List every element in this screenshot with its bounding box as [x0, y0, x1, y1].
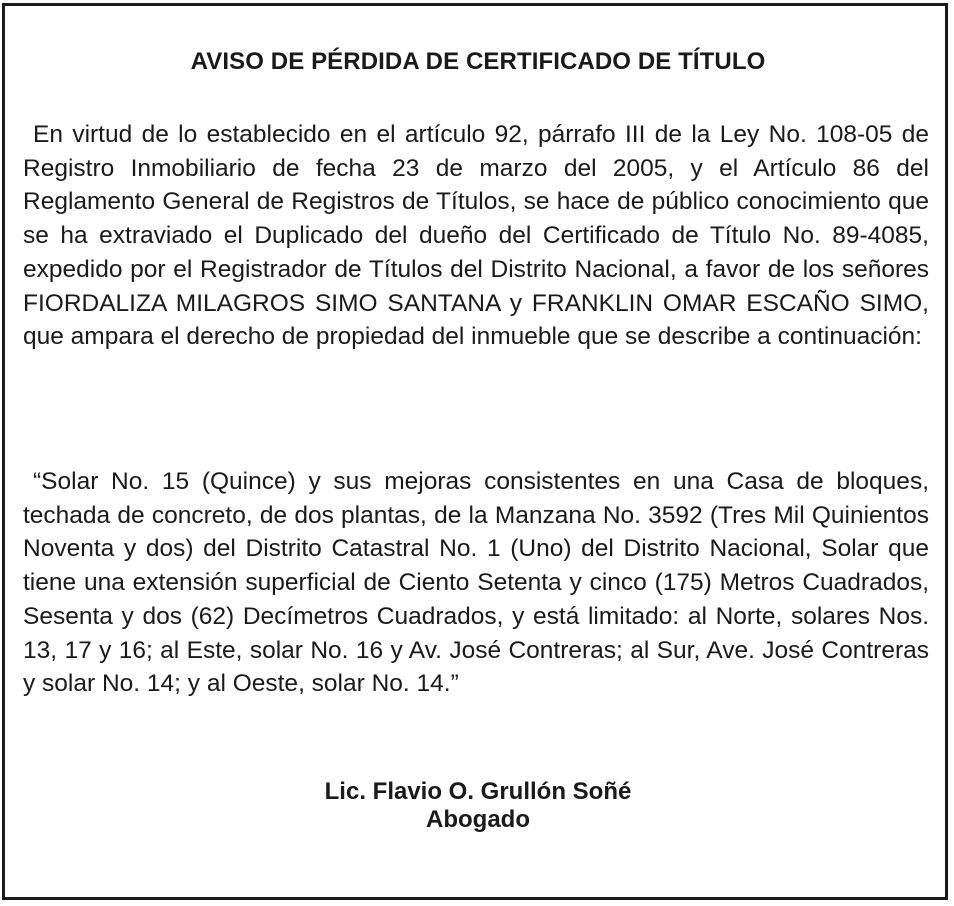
- notice-title: AVISO DE PÉRDIDA DE CERTIFICADO DE TÍTULO: [190, 48, 766, 75]
- notice-frame: [2, 3, 948, 900]
- signature-name: Lic. Flavio O. Grullón Soñé: [324, 778, 632, 805]
- property-description-paragraph: “Solar No. 15 (Quince) y sus mejoras consistentes en una Casa de bloques, techada de concreto, de dos plantas, de la Manzana No. 3592 (Tres Mil Quinientos Noventa y dos) del Distrito Catastral No. 1 (Uno) del Distrito Nacional, Solar que tiene una extensión superficial de Ciento Setenta y cinco (175) Metros Cuadrados, Sesenta y dos (62) Decímetros Cuadrados, y está limitado: al Norte, solares Nos. 13, 17 y 16; al Este, solar No. 16 y Av. José Contreras; al Sur, Ave. José Contreras y solar No. 14; y al Oeste, solar No. 14.”: [23, 468, 929, 698]
- legal-paragraph: En virtud de lo establecido en el artículo 92, párrafo III de la Ley No. 108-05 de Registro Inmobiliario de fecha 23 de marzo del 2005, y el Artículo 86 del Reglamento General de Registros de Títulos, se hace de público conocimiento que se ha extraviado el Duplicado del dueño del Certificado de Título No. 89-4085, expedido por el Registrador de Títulos del Distrito Nacional, a favor de los señores FIORDALIZA MILAGROS SIMO SANTANA y FRANKLIN OMAR ESCAÑO SIMO, que ampara el derecho de propiedad del inmueble que se describe a continuación:: [23, 121, 929, 351]
- signature-role: Abogado: [426, 806, 530, 833]
- signature-block: [5, 778, 951, 834]
